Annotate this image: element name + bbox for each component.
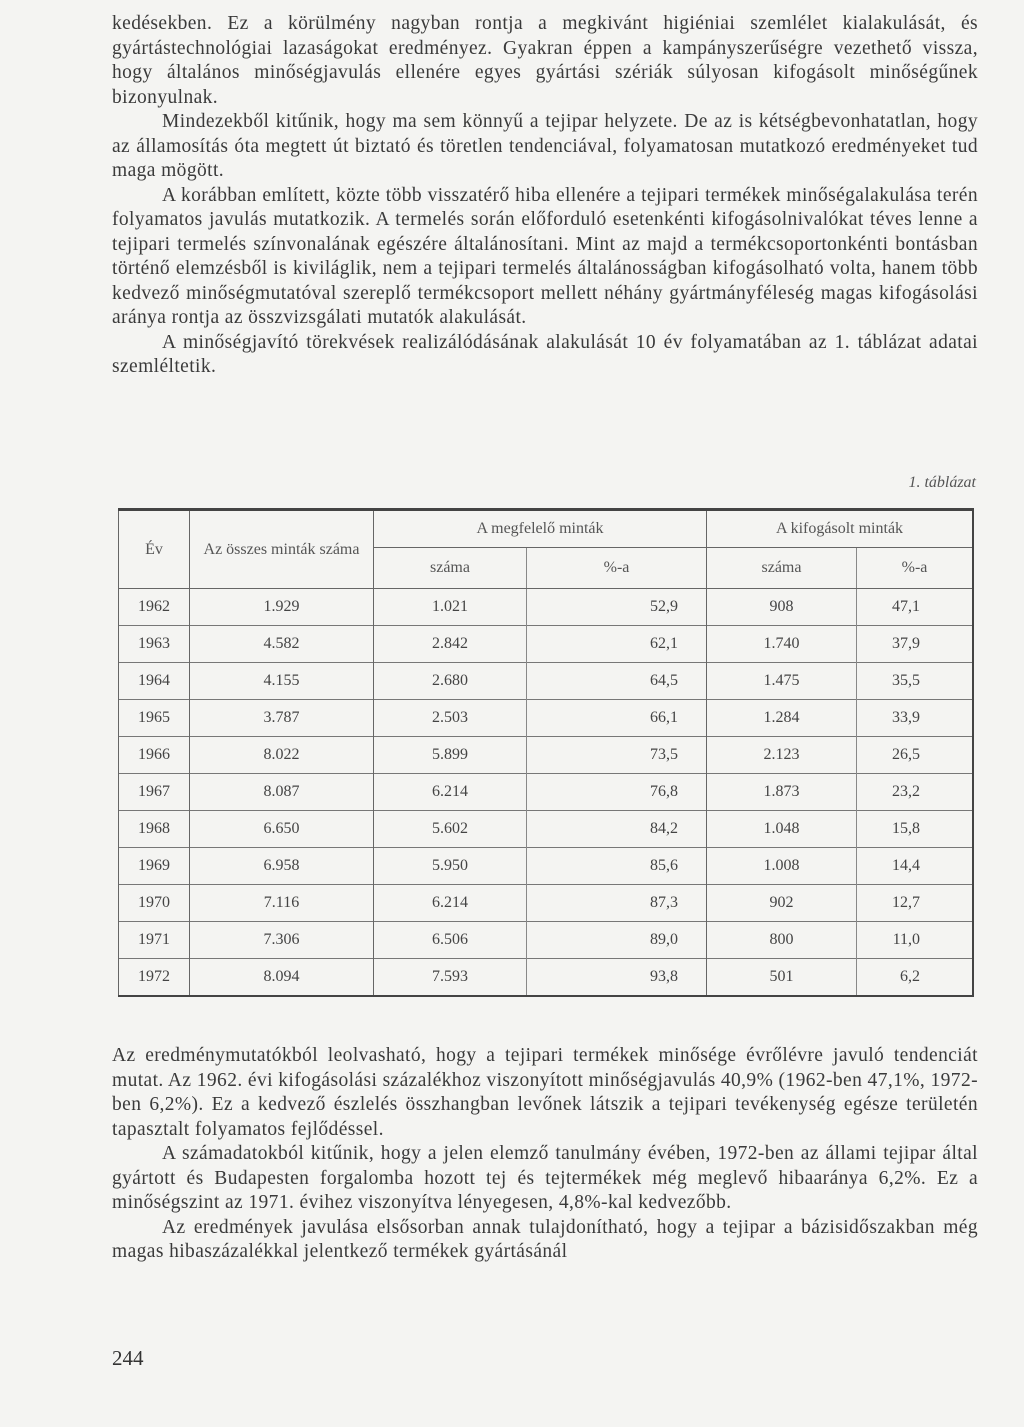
- cell-year: 1963: [119, 626, 190, 663]
- cell-accepted-percent: 73,5: [527, 737, 707, 774]
- table-row: [119, 811, 974, 848]
- table-row: [119, 885, 974, 922]
- header-rejected-percent: %-a: [857, 548, 974, 589]
- header-accepted-count: száma: [374, 548, 527, 589]
- cell-accepted-percent: 84,2: [527, 811, 707, 848]
- cell-rejected-count: 1.284: [707, 700, 857, 737]
- cell-total: 3.787: [190, 700, 374, 737]
- cell-year: 1962: [119, 589, 190, 626]
- paragraph: kedésekben. Ez a körülmény nagyban rontja a megkivánt higiéniai szemlélet kialakulását, és gyártástechnológiai lazaságokat eredményez. Gyakran éppen a kampányszerűségre vezethető vissza, hogy általános minőségjavulás ellenére egyes gyártási szériák súlyosan kifogásolt minőségűnek bizonyulnak.: [112, 13, 978, 108]
- cell-accepted-percent: 64,5: [527, 663, 707, 700]
- cell-total: 7.116: [190, 885, 374, 922]
- cell-year: 1965: [119, 700, 190, 737]
- cell-total: 8.022: [190, 737, 374, 774]
- paragraph: Mindezekből kitűnik, hogy ma sem könnyű a tejipar helyzete. De az is kétségbevonhatatlan, hogy az államosítás óta megtett út biztató és töretlen tendenciával, folyamatosan mutatkozó eredményeket tud maga mögött.: [112, 111, 978, 181]
- cell-rejected-count: 1.475: [707, 663, 857, 700]
- cell-rejected-percent: 37,9: [857, 626, 974, 663]
- cell-year: 1966: [119, 737, 190, 774]
- body-text-bottom: [112, 1044, 978, 1265]
- table-row: [119, 848, 974, 885]
- cell-rejected-percent: 35,5: [857, 663, 974, 700]
- cell-accepted-percent: 66,1: [527, 700, 707, 737]
- header-rejected: A kifogásolt minták: [707, 510, 974, 548]
- cell-rejected-percent: 47,1: [857, 589, 974, 626]
- paragraph: Az eredménymutatókból leolvasható, hogy a tejipari termékek minősége évrőlévre javuló tendenciát mutat. Az 1962. évi kifogásolási százalékhoz viszonyított minőségjavulás 40,9% (1962-ben 47,1%, 1972-ben 6,2%). Ez a kedvező észlelés összhangban levőnek látszik a tejipari tevékenység egésze területén tapasztalt folyamatos fejlődéssel.: [112, 1045, 978, 1140]
- cell-accepted-count: 5.899: [374, 737, 527, 774]
- table-row: [119, 922, 974, 959]
- cell-accepted-count: 6.214: [374, 774, 527, 811]
- cell-total: 8.087: [190, 774, 374, 811]
- paragraph: A korábban említett, közte több visszatérő hiba ellenére a tejipari termékek minőségalakulása terén folyamatos javulás mutatkozik. A termelés során előforduló esetenkénti kifogásolnivalókat téves lenne a tejipari termelés színvonalának egészére általánosítani. Mint az majd a termékcsoportonkénti bontásban történő elemzésből is kiviláglik, nem a tejipari termelés általánosságban kifogásolható volta, hanem több kedvező minőségmutatóval szereplő termékcsoport mellett néhány gyártmányféleség magas kifogásolási aránya rontja az összvizsgálati mutatók alakulását.: [112, 184, 978, 328]
- cell-year: 1971: [119, 922, 190, 959]
- cell-year: 1967: [119, 774, 190, 811]
- cell-accepted-count: 2.503: [374, 700, 527, 737]
- cell-accepted-percent: 93,8: [527, 959, 707, 997]
- cell-total: 4.582: [190, 626, 374, 663]
- cell-accepted-count: 6.214: [374, 885, 527, 922]
- cell-rejected-count: 2.123: [707, 737, 857, 774]
- data-table: [118, 508, 974, 997]
- cell-rejected-percent: 15,8: [857, 811, 974, 848]
- table-row: [119, 626, 974, 663]
- cell-accepted-count: 6.506: [374, 922, 527, 959]
- cell-rejected-count: 1.740: [707, 626, 857, 663]
- cell-total: 7.306: [190, 922, 374, 959]
- header-rejected-count: száma: [707, 548, 857, 589]
- cell-total: 6.958: [190, 848, 374, 885]
- cell-rejected-percent: 33,9: [857, 700, 974, 737]
- cell-accepted-percent: 85,6: [527, 848, 707, 885]
- cell-rejected-percent: 26,5: [857, 737, 974, 774]
- header-year: Év: [119, 510, 190, 589]
- header-accepted-percent: %-a: [527, 548, 707, 589]
- table-row: [119, 774, 974, 811]
- cell-rejected-percent: 6,2: [857, 959, 974, 997]
- table-row: [119, 589, 974, 626]
- cell-rejected-count: 908: [707, 589, 857, 626]
- cell-total: 8.094: [190, 959, 374, 997]
- cell-total: 1.929: [190, 589, 374, 626]
- cell-rejected-count: 1.008: [707, 848, 857, 885]
- cell-total: 6.650: [190, 811, 374, 848]
- cell-year: 1968: [119, 811, 190, 848]
- cell-accepted-percent: 62,1: [527, 626, 707, 663]
- table-body: [119, 589, 974, 997]
- table-row: [119, 959, 974, 997]
- paragraph: Az eredmények javulása elsősorban annak tulajdonítható, hogy a tejipar a bázisidőszakban még magas hibaszázalékkal jelentkező termékek gyártásánál: [112, 1216, 978, 1262]
- cell-rejected-count: 501: [707, 959, 857, 997]
- cell-accepted-percent: 87,3: [527, 885, 707, 922]
- cell-year: 1970: [119, 885, 190, 922]
- cell-accepted-count: 2.680: [374, 663, 527, 700]
- cell-rejected-percent: 14,4: [857, 848, 974, 885]
- paragraph: A minőségjavító törekvések realizálódásának alakulását 10 év folyamatában az 1. táblázat adatai szemléltetik.: [112, 331, 978, 377]
- cell-accepted-count: 1.021: [374, 589, 527, 626]
- paragraph: A számadatokból kitűnik, hogy a jelen elemző tanulmány évében, 1972-ben az állami tejipar által gyártott és Budapesten forgalomba hozott tej és tejtermékek még meglevő hibaaránya 6,2%. Ez a minőségszint az 1971. évihez viszonyítva lényegesen, 4,8%-kal kedvezőbb.: [112, 1143, 978, 1213]
- cell-accepted-percent: 76,8: [527, 774, 707, 811]
- cell-accepted-count: 2.842: [374, 626, 527, 663]
- page-number: 244: [112, 1346, 144, 1370]
- cell-rejected-count: 800: [707, 922, 857, 959]
- cell-rejected-count: 1.048: [707, 811, 857, 848]
- cell-rejected-percent: 11,0: [857, 922, 974, 959]
- cell-rejected-percent: 12,7: [857, 885, 974, 922]
- table-row: [119, 737, 974, 774]
- body-text-top: [112, 12, 978, 380]
- table-row: [119, 663, 974, 700]
- cell-year: 1969: [119, 848, 190, 885]
- table-caption: 1. táblázat: [908, 474, 976, 491]
- header-accepted: A megfelelő minták: [374, 510, 707, 548]
- header-total: Az összes minták száma: [190, 510, 374, 589]
- table-row: [119, 700, 974, 737]
- cell-accepted-count: 5.950: [374, 848, 527, 885]
- cell-total: 4.155: [190, 663, 374, 700]
- cell-accepted-percent: 52,9: [527, 589, 707, 626]
- cell-accepted-percent: 89,0: [527, 922, 707, 959]
- cell-rejected-count: 902: [707, 885, 857, 922]
- cell-year: 1964: [119, 663, 190, 700]
- cell-rejected-count: 1.873: [707, 774, 857, 811]
- cell-year: 1972: [119, 959, 190, 997]
- cell-accepted-count: 5.602: [374, 811, 527, 848]
- cell-rejected-percent: 23,2: [857, 774, 974, 811]
- cell-accepted-count: 7.593: [374, 959, 527, 997]
